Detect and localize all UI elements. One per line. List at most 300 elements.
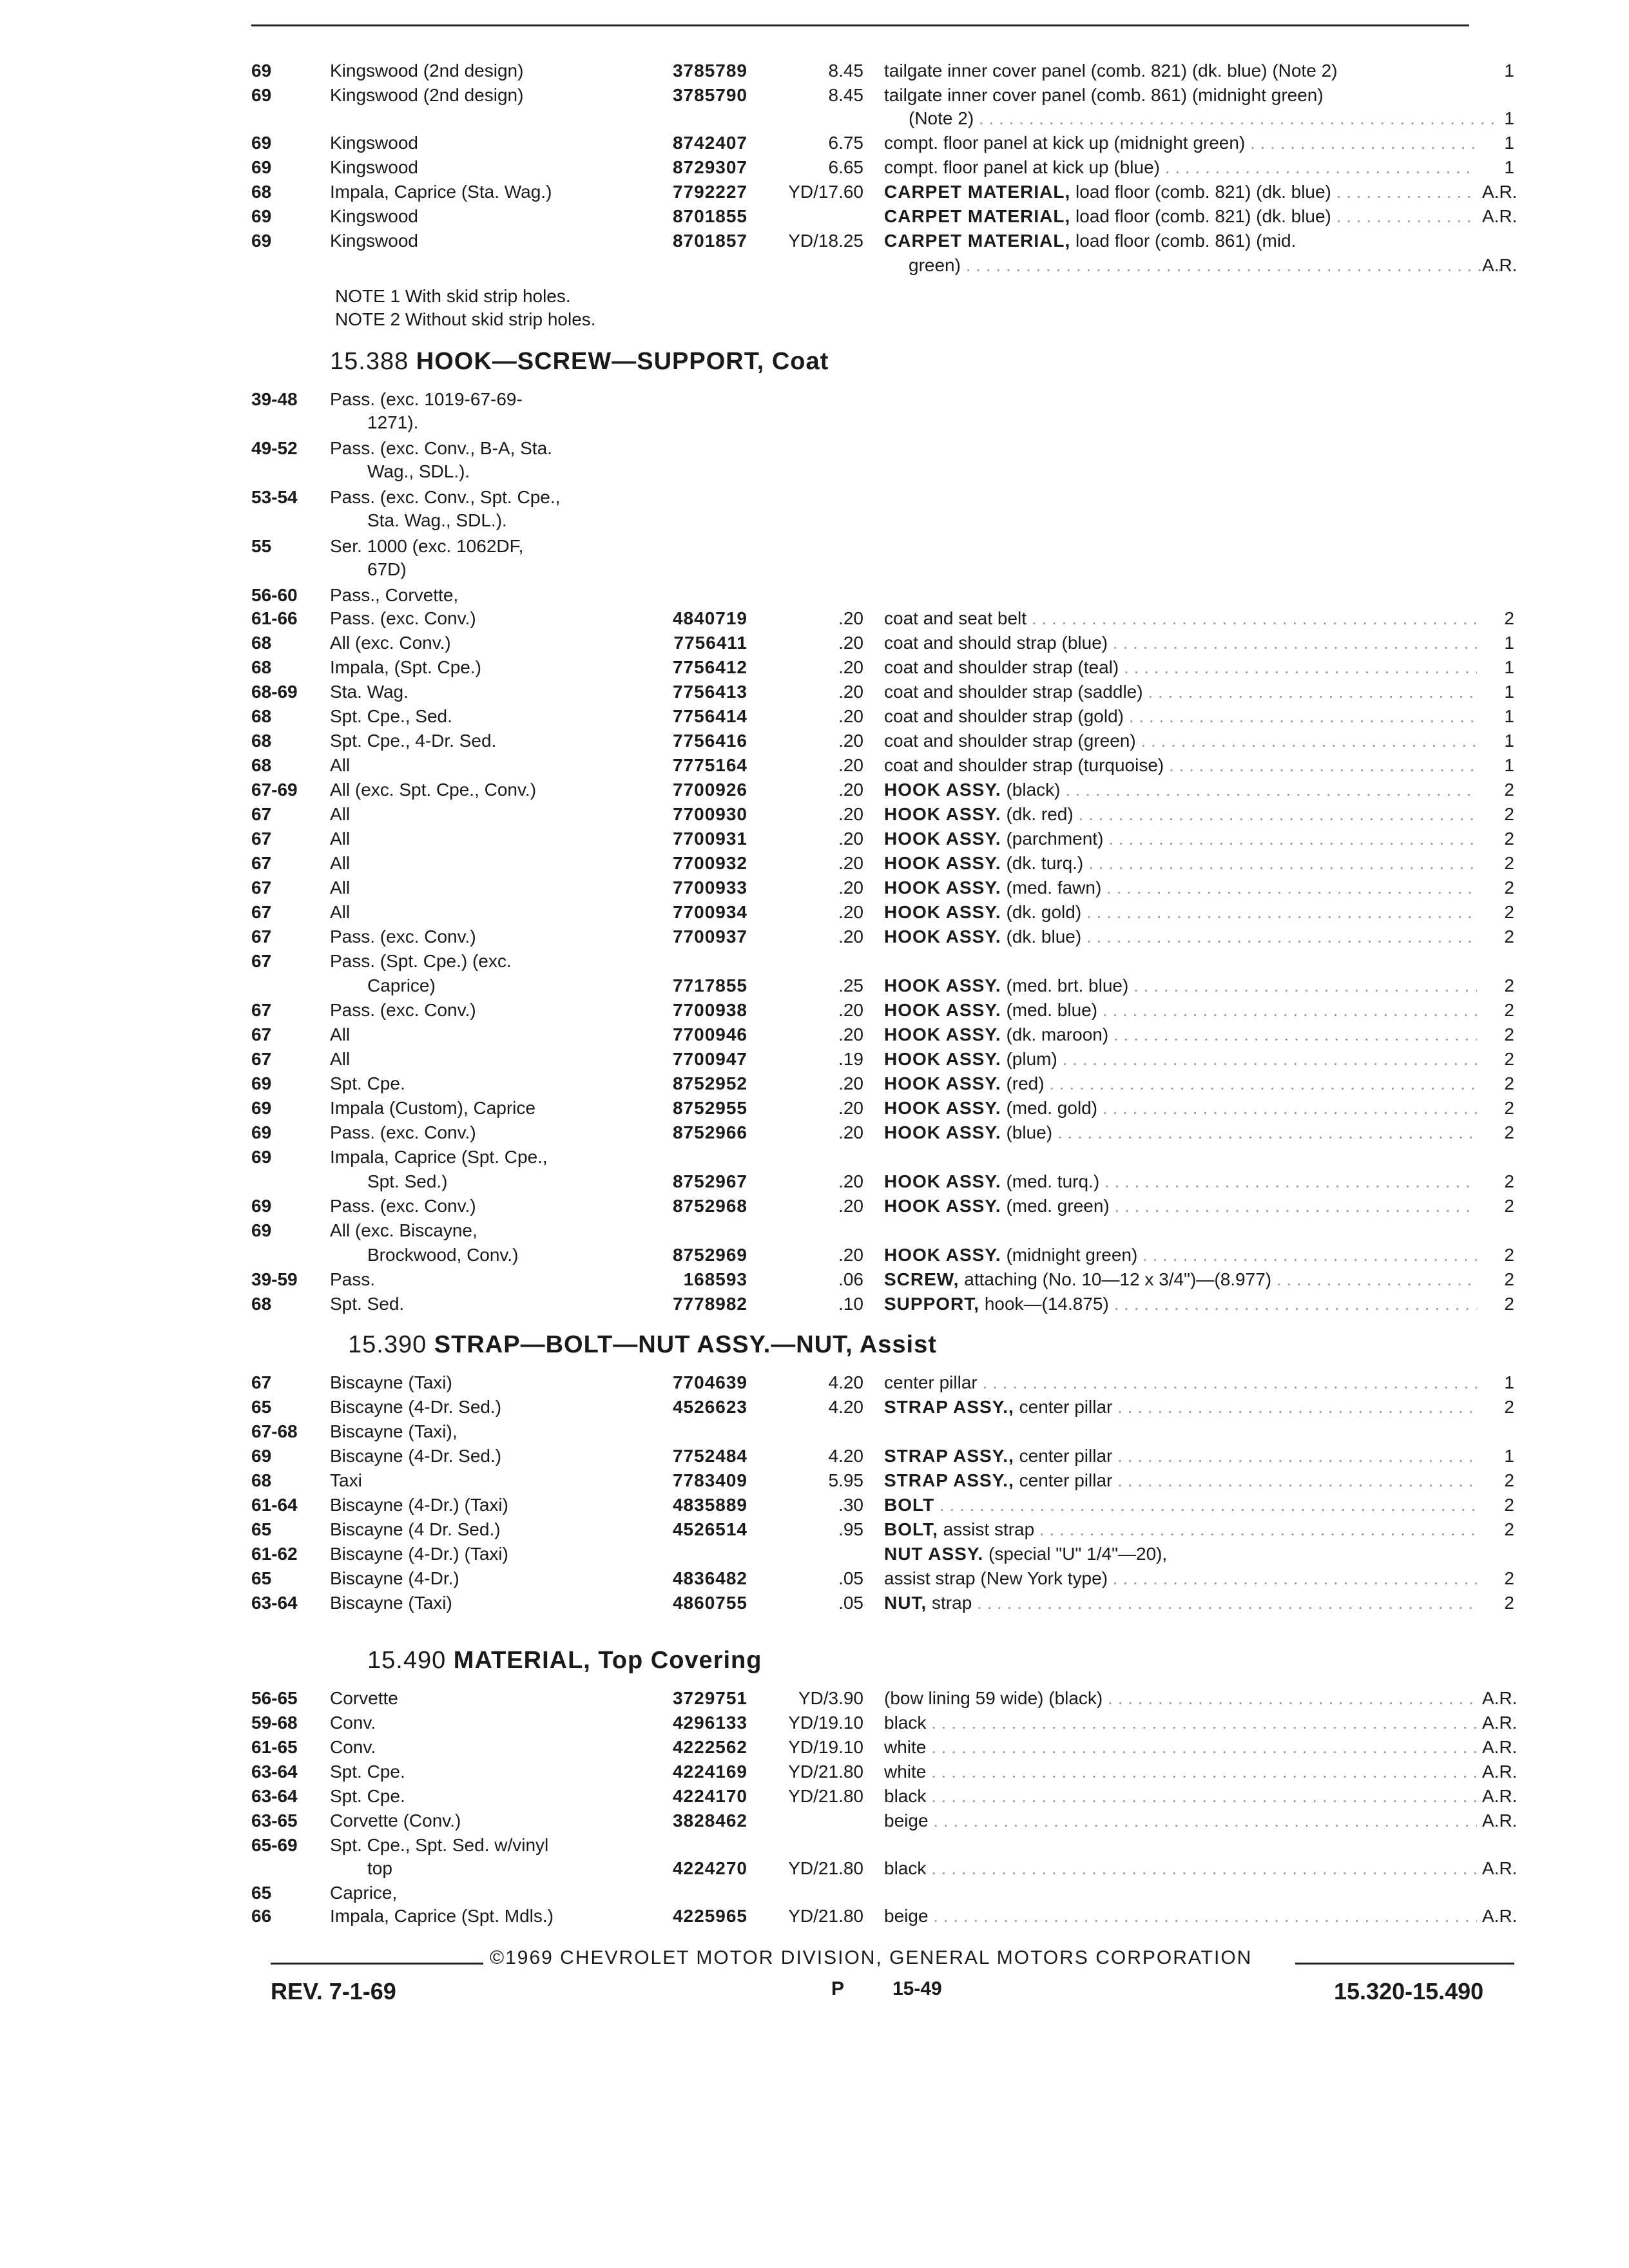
description-text: (dk. blue): [1006, 927, 1082, 947]
description-text: (med. brt. blue): [1006, 975, 1129, 995]
table-row: [0, 1735, 1629, 1760]
part-description: [884, 606, 1477, 631]
model-name: Impala (Custom), Caprice: [330, 1098, 535, 1118]
description-text: (dk. red): [1006, 804, 1074, 824]
quantity: 2: [1504, 1196, 1514, 1216]
part-name: HOOK ASSY.: [884, 829, 1001, 849]
list-price: YD/3.90: [798, 1688, 863, 1708]
part-name: HOOK ASSY.: [884, 1098, 1001, 1118]
quantity: 1: [1504, 682, 1514, 702]
model-name: Spt. Cpe.: [330, 1073, 405, 1093]
description-text: coat and shoulder strap (gold): [884, 706, 1124, 726]
table-row: [0, 606, 1629, 631]
part-name: CARPET MATERIAL,: [884, 182, 1071, 202]
table-row: [0, 387, 1629, 412]
part-number: 4835889: [672, 1495, 747, 1515]
list-price: .20: [838, 804, 863, 824]
description-text: (parchment): [1006, 829, 1104, 849]
table-row: [0, 228, 1629, 254]
part-name: CARPET MATERIAL,: [884, 231, 1071, 251]
model-year: 65: [251, 1568, 272, 1588]
model-year: 67-69: [251, 780, 298, 800]
part-description: [884, 1783, 1477, 1809]
section-number: 15.388: [330, 348, 409, 375]
model-year: 65: [251, 1519, 272, 1539]
list-price: YD/21.80: [788, 1906, 863, 1926]
description-text: (blue): [1006, 1122, 1053, 1142]
part-name: HOOK ASSY.: [884, 1196, 1001, 1216]
quantity: A.R.: [1482, 182, 1518, 202]
quantity: 1: [1504, 755, 1514, 775]
part-number: 4840719: [672, 608, 747, 628]
part-number: 8752967: [672, 1171, 747, 1191]
model-year: 68: [251, 755, 272, 775]
list-price: .20: [838, 1122, 863, 1142]
quantity: 2: [1504, 608, 1514, 628]
list-price: .20: [838, 1245, 863, 1265]
list-price: .20: [838, 878, 863, 898]
model-name: Biscayne (4-Dr.) (Taxi): [330, 1495, 508, 1515]
table-row: [0, 1856, 1629, 1881]
quantity: 2: [1504, 1098, 1514, 1118]
table-row: [0, 82, 1629, 108]
model-name: Pass. (exc. Conv.): [330, 608, 476, 628]
list-price: .20: [838, 682, 863, 702]
model-year: 69: [251, 206, 272, 226]
table-row: [0, 1686, 1629, 1711]
list-price: .20: [838, 731, 863, 751]
model-name: Pass. (exc. Conv.): [330, 1196, 476, 1216]
part-description: [884, 155, 1477, 180]
part-description: [884, 899, 1477, 925]
table-row: [0, 1291, 1629, 1317]
model-name: Conv.: [330, 1713, 376, 1733]
list-price: .95: [838, 1519, 863, 1539]
part-number: 8752968: [672, 1196, 747, 1216]
part-number: 7756412: [672, 657, 747, 677]
quantity: 2: [1504, 1294, 1514, 1314]
table-row: [0, 1759, 1629, 1785]
model-year: 56-65: [251, 1688, 298, 1708]
table-row: [0, 1808, 1629, 1834]
quantity: 2: [1504, 780, 1514, 800]
table-row: [0, 826, 1629, 852]
part-description: [884, 924, 1477, 950]
model-year: 69: [251, 133, 272, 153]
model-name: Spt. Cpe.: [330, 1762, 405, 1782]
part-number: 4224170: [672, 1786, 747, 1806]
quantity: 1: [1504, 61, 1514, 81]
part-number: 8701855: [672, 206, 747, 226]
model-name: 1271).: [367, 412, 419, 432]
part-number: 3785790: [672, 85, 747, 105]
table-row: [0, 1071, 1629, 1097]
model-name: Brockwood, Conv.): [367, 1245, 519, 1265]
description-text: (special "U" 1/4"—20),: [988, 1544, 1168, 1564]
list-price: .20: [838, 633, 863, 653]
table-row: [0, 410, 1629, 436]
part-description: [909, 253, 1501, 278]
model-year: 67: [251, 878, 272, 898]
list-price: .20: [838, 1073, 863, 1093]
table-row: [0, 582, 1629, 608]
part-number: 7700933: [672, 878, 747, 898]
model-year: 65-69: [251, 1835, 298, 1855]
description-text: (med. gold): [1006, 1098, 1098, 1118]
model-name: All: [330, 1049, 351, 1069]
part-description: [884, 1686, 1477, 1711]
model-name: Impala, Caprice (Spt. Cpe.,: [330, 1147, 548, 1167]
model-name: All (exc. Spt. Cpe., Conv.): [330, 780, 537, 800]
part-number: 7756413: [672, 682, 747, 702]
part-number: 4224169: [672, 1762, 747, 1782]
section-title: MATERIAL, Top Covering: [453, 1647, 762, 1674]
model-name: Biscayne (4-Dr.) (Taxi): [330, 1544, 508, 1564]
list-price: YD/17.60: [788, 182, 863, 202]
model-year: 68: [251, 1294, 272, 1314]
description-text: (red): [1006, 1073, 1045, 1093]
part-name: BOLT: [884, 1495, 935, 1515]
quantity: 2: [1504, 853, 1514, 873]
model-name: All: [330, 878, 351, 898]
model-year: 63-65: [251, 1811, 298, 1831]
part-number: 4526623: [672, 1397, 747, 1417]
quantity: 2: [1504, 1269, 1514, 1289]
part-name: HOOK ASSY.: [884, 780, 1001, 800]
model-name: Caprice,: [330, 1883, 398, 1903]
list-price: YD/18.25: [788, 231, 863, 251]
part-description: [884, 82, 1477, 108]
model-name: Pass. (exc. Conv.): [330, 927, 476, 947]
table-row: [0, 875, 1629, 901]
description-text: beige: [884, 1906, 929, 1926]
list-price: 8.45: [828, 61, 863, 81]
quantity: A.R.: [1482, 1713, 1518, 1733]
part-description: [884, 777, 1477, 803]
description-text: load floor (comb. 821) (dk. blue): [1075, 206, 1331, 226]
model-name: Biscayne (Taxi),: [330, 1421, 458, 1441]
description-text: black: [884, 1713, 927, 1733]
description-text: center pillar: [1019, 1397, 1113, 1417]
note-2: NOTE 2 Without skid strip holes.: [335, 309, 596, 329]
table-row: [0, 948, 1629, 974]
part-name: NUT,: [884, 1593, 927, 1613]
model-name: 67D): [367, 559, 407, 579]
part-description: [884, 1735, 1477, 1760]
model-year: 49-52: [251, 438, 298, 458]
model-year: 67: [251, 927, 272, 947]
part-description: [884, 973, 1477, 999]
model-name: Sta. Wag., SDL.).: [367, 510, 507, 530]
model-name: Biscayne (Taxi): [330, 1372, 452, 1392]
part-number: 8752969: [672, 1245, 747, 1265]
list-price: .30: [838, 1495, 863, 1515]
description-text: attaching (No. 10—12 x 3/4")—(8.977): [964, 1269, 1272, 1289]
part-name: HOOK ASSY.: [884, 927, 1001, 947]
model-name: Spt. Cpe., Spt. Sed. w/vinyl: [330, 1835, 549, 1855]
part-description: [884, 1242, 1477, 1268]
list-price: .20: [838, 608, 863, 628]
description-text: white: [884, 1762, 927, 1782]
description-text: (Note 2): [909, 108, 974, 128]
model-name: Impala, (Spt. Cpe.): [330, 657, 481, 677]
part-description: [884, 1022, 1477, 1048]
part-number: 8752952: [672, 1073, 747, 1093]
quantity: 2: [1504, 804, 1514, 824]
description-text: center pillar: [1019, 1446, 1113, 1466]
table-row: [0, 1144, 1629, 1170]
quantity: A.R.: [1482, 1858, 1518, 1878]
list-price: .20: [838, 902, 863, 922]
model-name: All: [330, 1024, 351, 1044]
description-text: (midnight green): [1006, 1245, 1138, 1265]
part-number: 7700947: [672, 1049, 747, 1069]
table-row: [0, 1218, 1629, 1244]
model-year: 69: [251, 1147, 272, 1167]
part-description: [884, 1566, 1477, 1591]
model-name: All: [330, 853, 351, 873]
model-name: Wag., SDL.).: [367, 461, 470, 481]
list-price: .20: [838, 1024, 863, 1044]
note-1: NOTE 1 With skid strip holes.: [335, 286, 571, 306]
part-number: 3785789: [672, 61, 747, 81]
quantity: 1: [1504, 1446, 1514, 1466]
quantity: A.R.: [1482, 1737, 1518, 1757]
quantity: 2: [1504, 1470, 1514, 1490]
quantity: 2: [1504, 1049, 1514, 1069]
quantity: 2: [1504, 1000, 1514, 1020]
list-price: YD/21.80: [788, 1858, 863, 1878]
table-row: [0, 1095, 1629, 1121]
quantity: 1: [1504, 657, 1514, 677]
table-row: [0, 679, 1629, 705]
part-number: 7752484: [672, 1446, 747, 1466]
model-name: Impala, Caprice (Sta. Wag.): [330, 182, 552, 202]
model-name: Taxi: [330, 1470, 362, 1490]
model-year: 53-54: [251, 487, 298, 507]
part-description: [884, 1590, 1477, 1616]
part-description: [884, 1095, 1477, 1121]
description-text: compt. floor panel at kick up (midnight green): [884, 133, 1246, 153]
model-year: 69: [251, 85, 272, 105]
model-year: 65: [251, 1397, 272, 1417]
description-text: white: [884, 1737, 927, 1757]
description-text: (med. blue): [1006, 1000, 1098, 1020]
model-year: 67-68: [251, 1421, 298, 1441]
part-description: [884, 1046, 1477, 1072]
list-price: 4.20: [828, 1397, 863, 1417]
model-name: Biscayne (4-Dr. Sed.): [330, 1397, 502, 1417]
part-number: 7700934: [672, 902, 747, 922]
description-text: tailgate inner cover panel (comb. 861) (midnight green): [884, 85, 1324, 105]
model-year: 61-62: [251, 1544, 298, 1564]
table-row: [0, 1517, 1629, 1542]
table-row: [0, 130, 1629, 156]
list-price: 4.20: [828, 1446, 863, 1466]
description-text: compt. floor panel at kick up (blue): [884, 157, 1160, 177]
part-description: [884, 1468, 1477, 1494]
part-number: 3729751: [672, 1688, 747, 1708]
part-description: [884, 850, 1477, 876]
revision-date: REV. 7-1-69: [271, 1978, 396, 2004]
quantity: 2: [1504, 1519, 1514, 1539]
quantity: A.R.: [1482, 1906, 1518, 1926]
list-price: 6.65: [828, 157, 863, 177]
list-price: .20: [838, 927, 863, 947]
part-description: [884, 1120, 1477, 1146]
list-price: .05: [838, 1593, 863, 1613]
quantity: 2: [1504, 927, 1514, 947]
model-year: 63-64: [251, 1786, 298, 1806]
part-number: 8752966: [672, 1122, 747, 1142]
list-price: .20: [838, 829, 863, 849]
copyright-line: ©1969 CHEVROLET MOTOR DIVISION, GENERAL MOTORS CORPORATION: [490, 1947, 1253, 1968]
list-price: .20: [838, 1171, 863, 1191]
list-price: .20: [838, 853, 863, 873]
part-number: 8729307: [672, 157, 747, 177]
description-text: assist strap: [943, 1519, 1035, 1539]
part-number: 3828462: [672, 1811, 747, 1831]
description-text: coat and seat belt: [884, 608, 1027, 628]
part-description: [884, 1169, 1477, 1195]
model-year: 69: [251, 1122, 272, 1142]
footer-rule-left: [271, 1963, 483, 1965]
model-year: 55: [251, 536, 272, 556]
model-year: 69: [251, 1098, 272, 1118]
quantity: 1: [1504, 706, 1514, 726]
list-price: .20: [838, 657, 863, 677]
part-description: [884, 1808, 1477, 1834]
model-name: All: [330, 804, 351, 824]
model-name: Caprice): [367, 975, 436, 995]
model-year: 69: [251, 157, 272, 177]
part-description: [884, 1071, 1477, 1097]
page-letter: P: [831, 1978, 845, 1999]
description-text: green): [909, 255, 961, 275]
model-name: Biscayne (4-Dr.): [330, 1568, 459, 1588]
model-year: 67: [251, 1024, 272, 1044]
part-number: 7775164: [672, 755, 747, 775]
part-description: [884, 1759, 1477, 1785]
quantity: 1: [1504, 633, 1514, 653]
description-text: (med. turq.): [1006, 1171, 1100, 1191]
section-heading-15-490: [367, 1644, 762, 1677]
model-name: Kingswood: [330, 133, 418, 153]
table-row: [0, 204, 1629, 229]
part-description: [884, 655, 1477, 680]
description-text: (bow lining 59 wide) (black): [884, 1688, 1103, 1708]
description-text: (dk. maroon): [1006, 1024, 1109, 1044]
part-description: [884, 1541, 1477, 1567]
table-row: [0, 1120, 1629, 1146]
table-row: [0, 1832, 1629, 1858]
list-price: YD/21.80: [788, 1762, 863, 1782]
table-row: [0, 973, 1629, 999]
model-year: 56-60: [251, 585, 298, 605]
description-text: coat and should strap (blue): [884, 633, 1108, 653]
description-text: black: [884, 1858, 927, 1878]
table-row: [0, 1022, 1629, 1048]
model-name: Corvette (Conv.): [330, 1811, 461, 1831]
quantity: 1: [1504, 133, 1514, 153]
part-description: [884, 630, 1477, 656]
table-row: [0, 106, 1629, 131]
quantity: 2: [1504, 878, 1514, 898]
part-description: [884, 1443, 1477, 1469]
part-name: SUPPORT,: [884, 1294, 980, 1314]
quantity: 2: [1504, 1171, 1514, 1191]
table-row: [0, 436, 1629, 461]
quantity: 1: [1504, 157, 1514, 177]
part-name: HOOK ASSY.: [884, 902, 1001, 922]
quantity: A.R.: [1482, 255, 1518, 275]
model-year: 63-64: [251, 1762, 298, 1782]
section-range: 15.320-15.490: [1334, 1978, 1484, 2004]
table-row: [0, 155, 1629, 180]
description-text: tailgate inner cover panel (comb. 821) (dk. blue) (Note 2): [884, 61, 1338, 81]
part-number: 168593: [683, 1269, 747, 1289]
part-name: HOOK ASSY.: [884, 1073, 1001, 1093]
part-number: 8701857: [672, 231, 747, 251]
part-number: 7792227: [672, 182, 747, 202]
table-row: [0, 1468, 1629, 1494]
table-row: [0, 1590, 1629, 1616]
model-year: 67: [251, 1000, 272, 1020]
part-number: 8742407: [672, 133, 747, 153]
table-row: [0, 802, 1629, 827]
section-number: 15.390: [348, 1331, 427, 1358]
model-name: Corvette: [330, 1688, 398, 1708]
quantity: 1: [1504, 108, 1514, 128]
part-name: HOOK ASSY.: [884, 1171, 1001, 1191]
part-name: STRAP ASSY.,: [884, 1446, 1014, 1466]
part-number: 7778982: [672, 1294, 747, 1314]
list-price: .20: [838, 1196, 863, 1216]
part-name: HOOK ASSY.: [884, 853, 1001, 873]
part-description: [884, 679, 1477, 705]
part-description: [884, 204, 1477, 229]
model-year: 65: [251, 1883, 272, 1903]
table-row: [0, 1566, 1629, 1591]
table-row: [0, 1492, 1629, 1518]
model-year: 69: [251, 1446, 272, 1466]
part-description: [884, 1710, 1477, 1736]
table-row: [0, 1541, 1629, 1567]
part-number: 4860755: [672, 1593, 747, 1613]
part-number: 4225965: [672, 1906, 747, 1926]
section-number: 15.490: [367, 1647, 447, 1674]
table-row: [0, 1783, 1629, 1809]
table-row: [0, 1046, 1629, 1072]
quantity: 1: [1504, 731, 1514, 751]
table-row: [0, 728, 1629, 754]
part-number: 7700931: [672, 829, 747, 849]
footer-rule-right: [1295, 1963, 1514, 1965]
description-text: (med. green): [1006, 1196, 1110, 1216]
description-text: load floor (comb. 821) (dk. blue): [1075, 182, 1331, 202]
description-text: coat and shoulder strap (saddle): [884, 682, 1143, 702]
table-row: [0, 1880, 1629, 1906]
description-text: (med. fawn): [1006, 878, 1102, 898]
list-price: .06: [838, 1269, 863, 1289]
part-name: STRAP ASSY.,: [884, 1470, 1014, 1490]
model-name: Biscayne (4-Dr. Sed.): [330, 1446, 502, 1466]
model-name: Pass. (exc. Conv., Spt. Cpe.,: [330, 487, 561, 507]
quantity: 2: [1504, 1568, 1514, 1588]
quantity: 2: [1504, 829, 1514, 849]
quantity: 2: [1504, 1397, 1514, 1417]
table-row: [0, 485, 1629, 510]
